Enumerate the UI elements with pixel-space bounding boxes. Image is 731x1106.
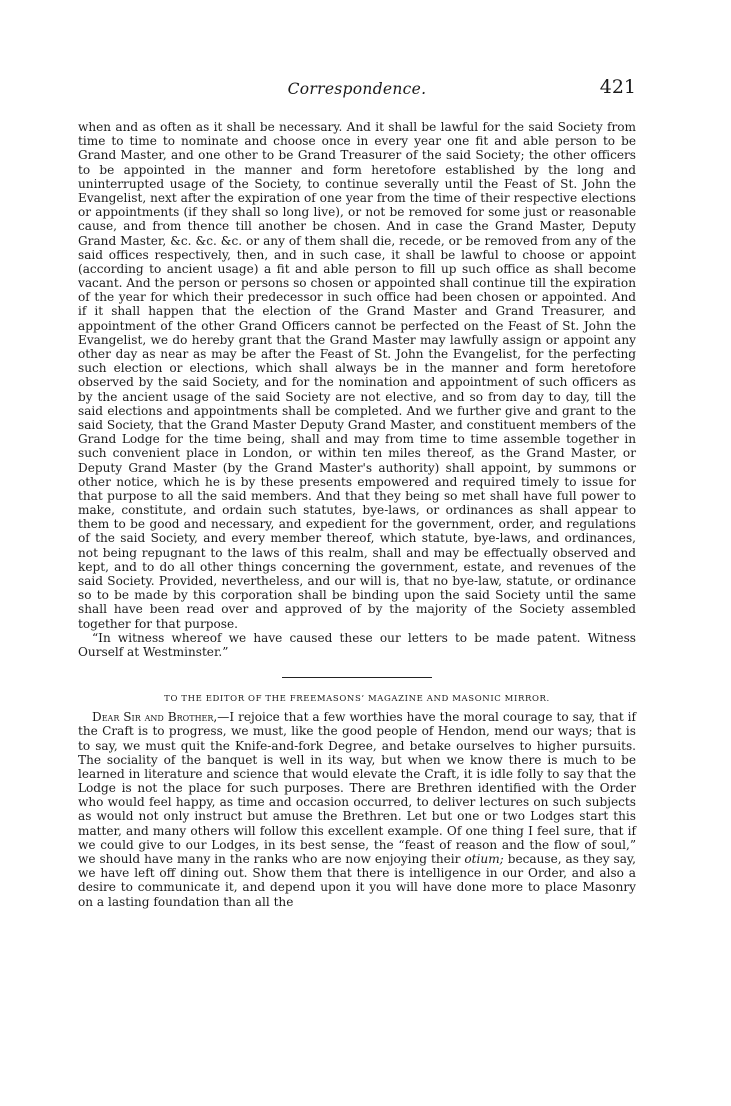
letter-body-text: —I rejoice that a few worthies have the moral courage to say, that if the Craft is to progress, we must, like the good people of Hendon, mend our ways; that is to say, we must quit the Knife-and-fork Degree, and betake ourselves to higher pursuits. The sociality of the banquet is well in its way, but when we know there is much to be learned in literature and science that would elevate the Craft, it is idle folly to say that the Lodge is not the place for such purposes. There are Brethren identified with the Order who would feel happy, as time and occasion occurred, to deliver lectures on such subjects as would not only instruct but amuse the Brethren. Let but one or two Lodges start this matter, and many others will follow this excellent example. Of one thing I feel sure, that if we could give to our Lodges, in its best sense, the “feast of reason and the flow of soul,” we should have many in the ranks who are now enjoying their	[78, 710, 636, 866]
running-title: Correspondence.	[287, 80, 427, 98]
section-divider	[282, 677, 432, 678]
running-head	[78, 76, 636, 120]
page-number: 421	[599, 76, 636, 98]
letter-italic-word: otium;	[464, 852, 504, 866]
charter-paragraph: when and as often as it shall be necessary. And it shall be lawful for the said Society from time to time to nominate and choose once in every year one fit and able person to be Grand Master, and one other to be Grand Treasurer of the said Society; the other officers to be appointed in the manner and form heretofore established by the long and uninterrupted usage of the Society, to continue severally until the Feast of St. John the Evangelist, next after the expiration of one year from the time of their respective elections or appointments (if they shall so long live), or not be removed for some just or reasonable cause, and from thence till another be chosen. And in case the Grand Master, Deputy Grand Master, &c. &c. &c. or any of them shall die, recede, or be removed from any of the said offices respectively, then, and in such case, it shall be lawful to choose or appoint (according to ancient usage) a fit and able person to fill up such office as shall become vacant. And the person or persons so chosen or appointed shall continue till the expiration of the year for which their predecessor in such office had been chosen or appointed. And if it shall happen that the election of the Grand Master and Grand Treasurer, and appointment of the other Grand Officers cannot be perfected on the Feast of St. John the Evangelist, we do hereby grant that the Grand Master may lawfully assign or appoint any other day as near as may be after the Feast of St. John the Evangelist, for the perfecting such election or elections, which shall always be in the manner and form heretofore observed by the said Society, and for the nomination and appointment of such officers as by the ancient usage of the said Society are not elective, and so from day to day, till the said elections and appointments shall be completed. And we further give and grant to the said Society, that the Grand Master Deputy Grand Master, and constituent members of the Grand Lodge for the time being, shall and may from time to time assemble together in such convenient place in London, or within ten miles thereof, as the Grand Master, or Deputy Grand Master (by the Grand Master's authority) shall appoint, by summons or other notice, which he is by these presents empowered and required timely to issue for that purpose to all the said members. And that they being so met shall have full power to make, constitute, and ordain such statutes, bye-laws, or ordinances as shall appear to them to be good and necessary, and expedient for the government, order, and regulations of the said Society, and every member thereof, which statute, bye-laws, and ordinances, not being repugnant to the laws of this realm, shall and may be effectually observed and kept, and to do all other things concerning the government, estate, and revenues of the said Society. Provided, nevertheless, and our will is, that no bye-law, statute, or ordinance so to be made by this corporation shall be binding upon the said Society until the same shall have been read over and approved of by the majority of the Society assembled together for that purpose.	[78, 120, 636, 631]
letter-salutation: Dear Sir and Brother,	[92, 710, 218, 725]
charter-closing-paragraph: “In witness whereof we have caused these our letters to be made patent. Witness Ourself at Westminster.”	[78, 630, 636, 659]
charter-text	[78, 120, 636, 659]
letter-paragraph	[78, 710, 636, 909]
letter-heading: TO THE EDITOR OF THE FREEMASONS’ MAGAZINE AND MASONIC MIRROR.	[164, 694, 550, 705]
letter-body-text-continued: because, as they say, we have left off dining out. Show them that there is intelligence in our Order, and also a desire to communicate it, and depend upon it you will have done more to place Masonry on a lasting foundation than all the	[78, 852, 636, 909]
book-page	[78, 0, 636, 909]
